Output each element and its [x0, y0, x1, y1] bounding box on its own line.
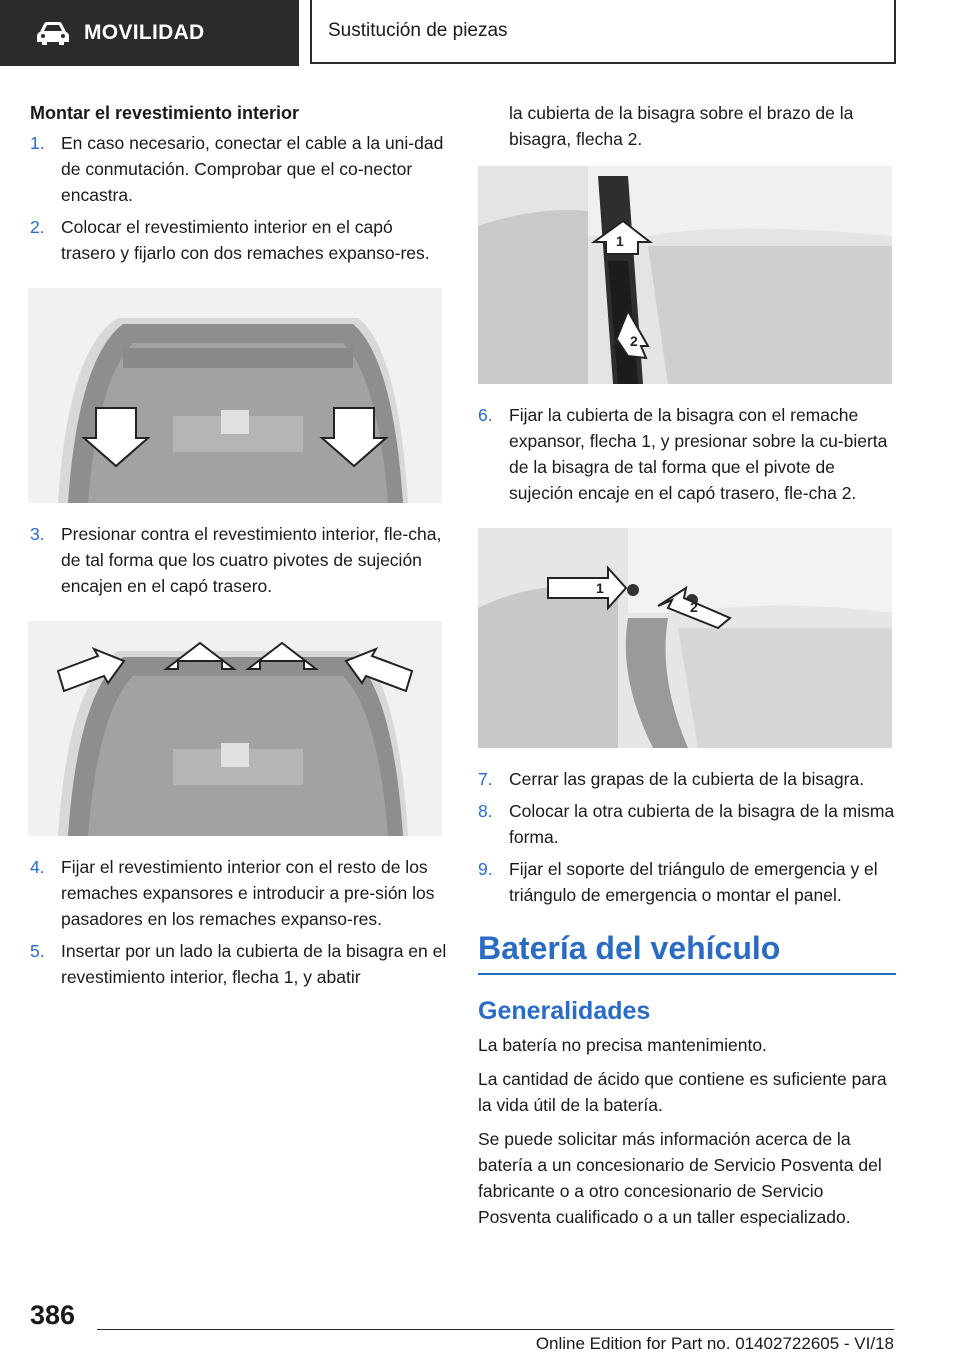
car-icon — [36, 20, 70, 46]
step-text: Colocar la otra cubierta de la bisagra de la misma forma. — [509, 801, 895, 847]
list-item — [478, 798, 896, 850]
steps-list-d — [478, 402, 896, 506]
edition-note: Online Edition for Part no. 01402722605 - VI/18 — [535, 1334, 894, 1353]
list-item — [30, 938, 448, 990]
subheading: Montar el revestimiento interior — [30, 103, 300, 123]
step-number: 9. — [478, 859, 493, 879]
step-text: Colocar el revestimiento interior en el capó trasero y fijarlo con dos remaches expanso‐res. — [61, 217, 430, 263]
subsection-heading: Generalidades — [478, 997, 651, 1025]
step-number: 3. — [30, 524, 45, 544]
steps-list-e — [478, 766, 896, 908]
paragraph: Se puede solicitar más información acerca de la batería a un concesionario de Servicio Posventa del fabricante o a otro concesionario de Servicio Posventa cualificado o a un taller especializado. — [478, 1129, 882, 1227]
list-item — [30, 521, 448, 599]
step-continuation: la cubierta de la bisagra sobre el brazo de la bisagra, flecha 2. — [509, 103, 854, 149]
arrow-label: 1 — [616, 233, 624, 249]
right-column — [478, 100, 896, 1238]
list-item — [478, 856, 896, 908]
steps-list-c — [30, 854, 448, 990]
header-section-tab — [0, 0, 299, 66]
step-text: Fijar la cubierta de la bisagra con el remache expansor, flecha 1, y presionar sobre la cu‐bierta de la bisagra de tal forma que el pivote de sujeción encaje en el capó trasero, fle‐cha 2. — [509, 405, 888, 503]
step-number: 5. — [30, 941, 45, 961]
step-text: En caso necesario, conectar el cable a la uni‐dad de conmutación. Comprobar que el co‐nector encastra. — [61, 133, 444, 205]
list-item — [30, 214, 448, 266]
hinge-cover-figure — [478, 166, 892, 384]
step-text: Presionar contra el revestimiento interior, fle‐cha, de tal forma que los cuatro pivotes de sujeción encajen en el capó trasero. — [61, 524, 442, 596]
arrow-label: 2 — [690, 599, 698, 615]
trunk-lining-figure — [28, 288, 442, 503]
steps-list-b — [30, 521, 448, 599]
page-number: 386 — [30, 1300, 76, 1330]
step-number: 1. — [30, 133, 45, 153]
list-item — [30, 130, 448, 208]
trunk-lining-press-figure — [28, 621, 442, 836]
header-chapter-box — [310, 0, 896, 64]
step-text: Fijar el revestimiento interior con el resto de los remaches expansores e introducir a pre‐sión los pasadores en los remaches expanso‐res. — [61, 857, 435, 929]
arrow-label: 1 — [596, 580, 604, 596]
left-column — [30, 100, 448, 996]
section-title: MOVILIDAD — [84, 21, 205, 44]
paragraph: La batería no precisa mantenimiento. — [478, 1035, 767, 1055]
footer-divider — [97, 1329, 894, 1330]
list-item — [30, 854, 448, 932]
arrow-label: 2 — [630, 333, 638, 349]
list-item — [478, 402, 896, 506]
hinge-fix-figure — [478, 528, 892, 748]
step-text: Fijar el soporte del triángulo de emergencia y el triángulo de emergencia o montar el panel. — [509, 859, 878, 905]
chapter-title: Sustitución de piezas — [328, 20, 508, 41]
section-heading: Batería del vehículo — [478, 930, 896, 975]
step-text: Insertar por un lado la cubierta de la bisagra en el revestimiento interior, flecha 1, y abatir — [61, 941, 447, 987]
steps-list-a — [30, 130, 448, 266]
step-number: 8. — [478, 801, 493, 821]
paragraph: La cantidad de ácido que contiene es suficiente para la vida útil de la batería. — [478, 1069, 887, 1115]
step-text: Cerrar las grapas de la cubierta de la bisagra. — [509, 769, 865, 789]
step-number: 4. — [30, 857, 45, 877]
step-number: 7. — [478, 769, 493, 789]
list-item — [478, 766, 896, 792]
step-number: 6. — [478, 405, 493, 425]
step-number: 2. — [30, 217, 45, 237]
